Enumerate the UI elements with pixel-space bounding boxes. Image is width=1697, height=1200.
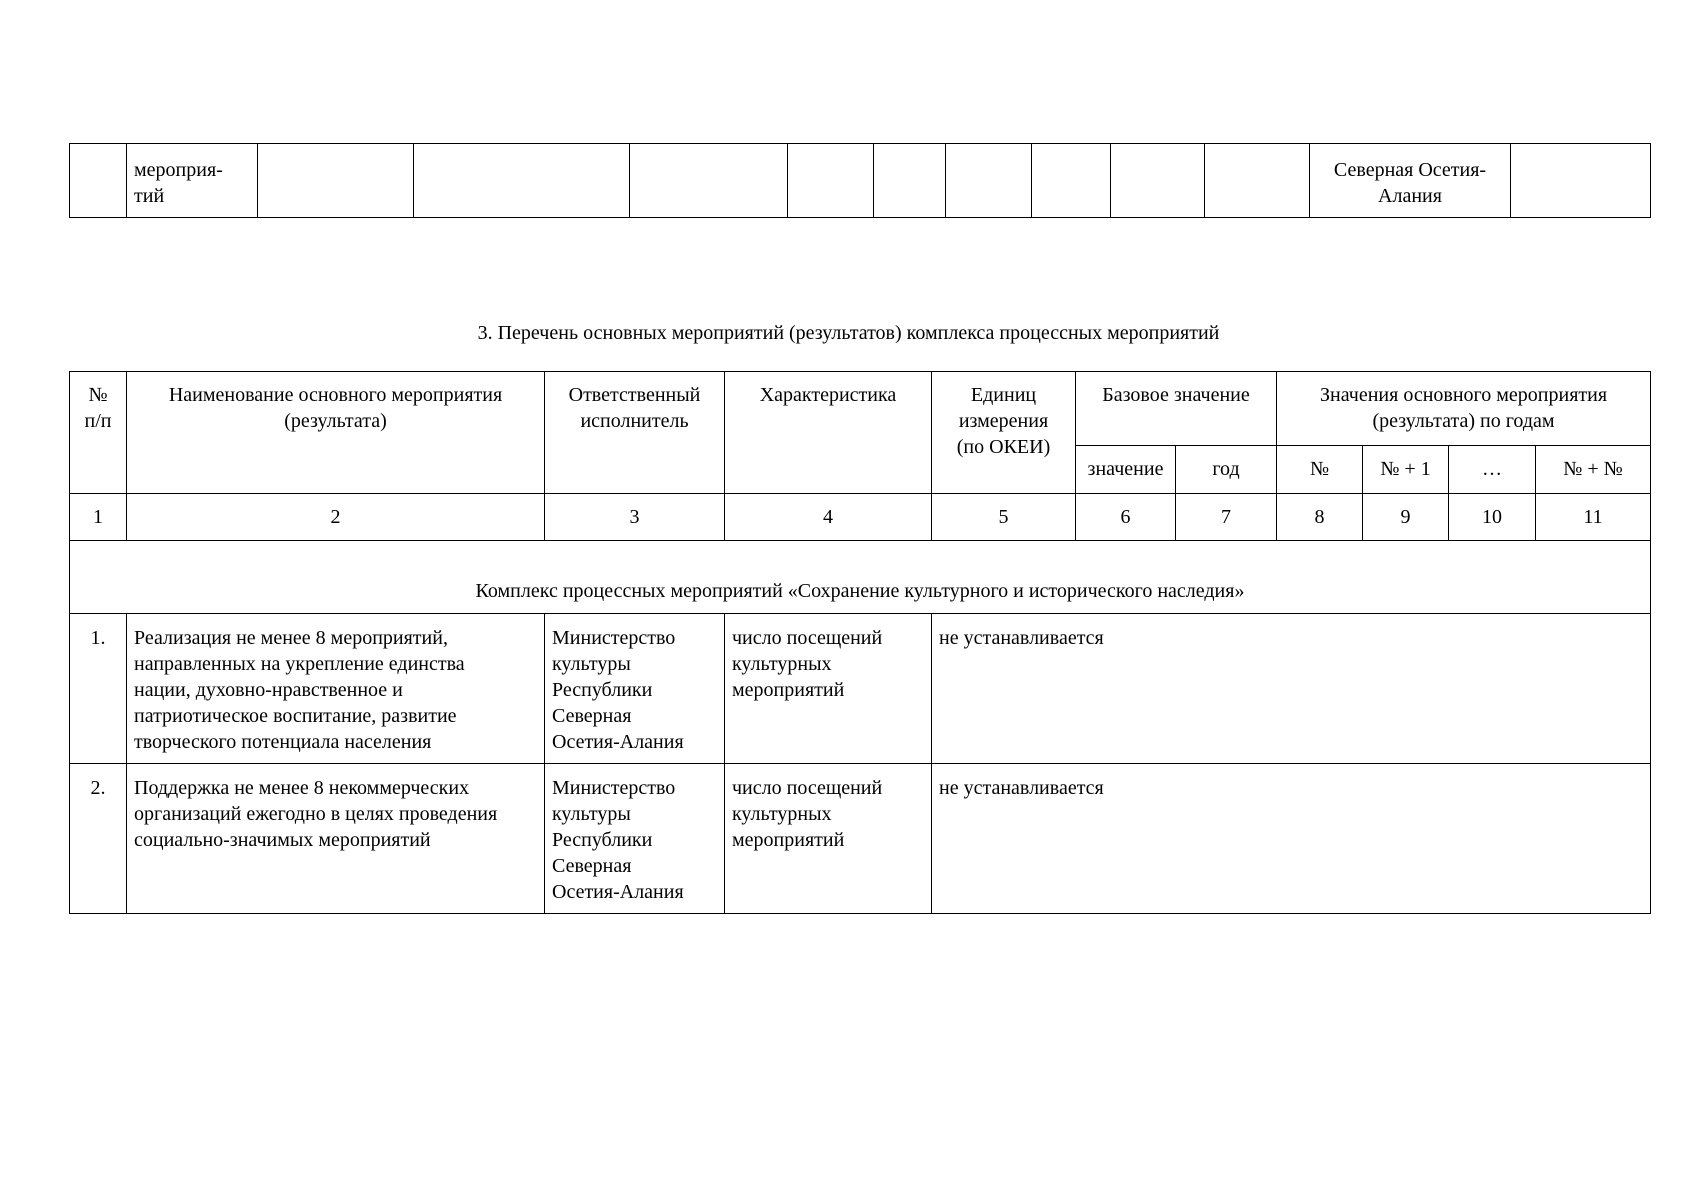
table-cell bbox=[414, 144, 630, 218]
table-row bbox=[70, 614, 1651, 764]
column-number: 1 bbox=[70, 494, 127, 541]
events-table bbox=[69, 371, 1651, 914]
header-num-text: № п/п bbox=[84, 384, 112, 432]
subheader-year-4: № + № bbox=[1536, 446, 1651, 494]
continuation-cell-events bbox=[127, 144, 258, 218]
table-cell bbox=[874, 144, 946, 218]
table-cell bbox=[1032, 144, 1111, 218]
row-responsible-text: Министерство культуры Республики Северная Осетия-Алания bbox=[552, 627, 684, 753]
section-title: 3. Перечень основных мероприятий (результатов) комплекса процессных мероприятий bbox=[477, 322, 1220, 344]
row-num: 1. bbox=[70, 614, 127, 764]
table-cell bbox=[630, 144, 788, 218]
column-number: 7 bbox=[1176, 494, 1277, 541]
column-number: 8 bbox=[1277, 494, 1363, 541]
header-unit-text: Единиц измерения (по ОКЕИ) bbox=[956, 384, 1051, 458]
continuation-table bbox=[69, 143, 1651, 218]
subheader-base-year: год bbox=[1176, 446, 1277, 494]
row-characteristic bbox=[725, 764, 932, 914]
row-num: 2. bbox=[70, 764, 127, 914]
header-values-by-year bbox=[1277, 372, 1651, 446]
table-cell bbox=[70, 144, 127, 218]
table-row bbox=[70, 764, 1651, 914]
row-unit: не устанавливается bbox=[932, 764, 1651, 914]
continuation-row bbox=[70, 144, 1651, 218]
column-number: 9 bbox=[1363, 494, 1449, 541]
header-values-by-year-text: Значения основного мероприятия (результата) по годам bbox=[1319, 384, 1608, 432]
header-unit bbox=[932, 372, 1076, 494]
row-name-text: Реализация не менее 8 мероприятий, направленных на укрепление единства нации, духовно-нравственное и патриотическое воспитание, развитие творческого потенциала населения bbox=[134, 627, 465, 753]
column-number-row bbox=[70, 494, 1651, 541]
row-responsible-text: Министерство культуры Республики Северная Осетия-Алания bbox=[552, 777, 684, 903]
header-name-text: Наименование основного мероприятия (результата) bbox=[168, 384, 503, 432]
header-name bbox=[127, 372, 545, 494]
column-number: 6 bbox=[1076, 494, 1176, 541]
continuation-text: мероприя-тий bbox=[134, 159, 223, 207]
row-name bbox=[127, 764, 545, 914]
continuation-text: Северная Осетия-Алания bbox=[1333, 159, 1487, 207]
row-unit: не устанавливается bbox=[932, 614, 1651, 764]
header-base bbox=[1076, 372, 1277, 446]
table-cell bbox=[788, 144, 874, 218]
column-number: 3 bbox=[545, 494, 725, 541]
subheader-year-1: № bbox=[1277, 446, 1363, 494]
row-characteristic-text: число посещений культурных мероприятий bbox=[732, 627, 883, 701]
row-characteristic-text: число посещений культурных мероприятий bbox=[732, 777, 883, 851]
header-responsible bbox=[545, 372, 725, 494]
group-title: Комплекс процессных мероприятий «Сохранение культурного и исторического наследия» bbox=[70, 541, 1651, 614]
table-cell bbox=[258, 144, 414, 218]
continuation-cell-region bbox=[1310, 144, 1511, 218]
column-number: 10 bbox=[1449, 494, 1536, 541]
table-cell bbox=[1511, 144, 1651, 218]
row-responsible bbox=[545, 764, 725, 914]
column-number: 11 bbox=[1536, 494, 1651, 541]
header-characteristic bbox=[725, 372, 932, 494]
table-cell bbox=[1205, 144, 1310, 218]
subheader-base-value: значение bbox=[1076, 446, 1176, 494]
header-characteristic-text: Характеристика bbox=[759, 384, 897, 406]
header-row bbox=[70, 372, 1651, 446]
column-number: 5 bbox=[932, 494, 1076, 541]
subheader-year-3: … bbox=[1449, 446, 1536, 494]
column-number: 2 bbox=[127, 494, 545, 541]
table-cell bbox=[946, 144, 1032, 218]
subheader-year-2: № + 1 bbox=[1363, 446, 1449, 494]
row-characteristic bbox=[725, 614, 932, 764]
header-base-text: Базовое значение bbox=[1102, 384, 1250, 406]
row-responsible bbox=[545, 614, 725, 764]
row-name-text: Поддержка не менее 8 некоммерческих организаций ежегодно в целях проведения социально-значимых мероприятий bbox=[134, 777, 498, 851]
table-cell bbox=[1111, 144, 1205, 218]
row-name bbox=[127, 614, 545, 764]
group-row bbox=[70, 541, 1651, 614]
header-responsible-text: Ответственный исполнитель bbox=[568, 384, 701, 432]
header-num bbox=[70, 372, 127, 494]
column-number: 4 bbox=[725, 494, 932, 541]
